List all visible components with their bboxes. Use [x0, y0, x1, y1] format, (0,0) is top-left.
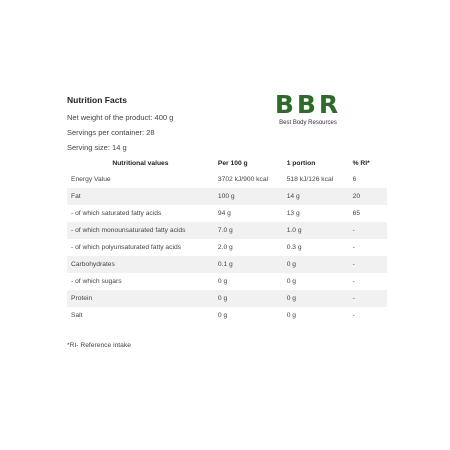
nutrient-name: - of which polyunsaturated fatty acids	[71, 244, 182, 251]
portion-value: 518 kJ/126 kcal	[286, 176, 334, 183]
portion-value: 13 g	[286, 210, 300, 217]
ri-value: 20	[349, 188, 387, 205]
per-100g-value: 7.0 g	[214, 222, 283, 239]
ri-value: -	[352, 312, 355, 319]
ri-value: 6	[352, 176, 357, 183]
serving-size-text: Serving size: 14 g	[67, 143, 127, 152]
table-row	[67, 307, 387, 324]
per-100g-value: 0 g	[217, 278, 228, 285]
table-row	[67, 239, 387, 256]
portion-value: 0 g	[283, 290, 349, 307]
logo-tagline: Best Body Resources	[279, 120, 337, 126]
header-per-100g: Per 100 g	[217, 159, 248, 167]
ri-value: -	[352, 244, 355, 251]
per-100g-value: 0 g	[214, 290, 283, 307]
portion-value: 1.0 g	[283, 222, 349, 239]
per-100g-value: 0.1 g	[214, 256, 283, 273]
portion-value: 0 g	[283, 256, 349, 273]
nutrient-name: Energy Value	[71, 176, 111, 183]
per-100g-value: 100 g	[214, 188, 283, 205]
portion-value: 0.3 g	[286, 244, 302, 251]
per-100g-value: 2.0 g	[217, 244, 233, 251]
nutrition-title: Nutrition Facts	[67, 95, 127, 105]
per-100g-value: 94 g	[217, 210, 231, 217]
table-row	[67, 256, 387, 273]
nutrition-table	[67, 155, 387, 324]
per-100g-value: 0 g	[217, 312, 228, 319]
portion-value: 14 g	[283, 188, 349, 205]
brand-logo	[268, 92, 348, 126]
ri-value: -	[349, 290, 387, 307]
nutrient-name: Carbohydrates	[67, 256, 214, 273]
header-percent-ri: % RI*	[352, 159, 370, 167]
net-weight-text: Net weight of the product: 400 g	[67, 113, 174, 122]
nutrient-name: - of which saturated fatty acids	[71, 210, 162, 217]
table-row	[67, 171, 387, 188]
per-100g-value: 3702 kJ/900 kcal	[217, 176, 269, 183]
nutrient-name: - of which sugars	[71, 278, 122, 285]
header-1-portion: 1 portion	[286, 159, 316, 167]
table-row	[67, 273, 387, 290]
ri-value: -	[352, 278, 355, 285]
nutrient-name: - of which monounsaturated fatty acids	[67, 222, 214, 239]
table-row	[67, 188, 387, 205]
ri-value: -	[349, 222, 387, 239]
header-nutritional-values: Nutritional values	[112, 159, 169, 167]
servings-text: Servings per container: 28	[67, 128, 155, 137]
table-header-row	[67, 155, 387, 171]
table-row	[67, 222, 387, 239]
nutrient-name: Protein	[67, 290, 214, 307]
table-row	[67, 205, 387, 222]
nutrient-name: Salt	[71, 312, 83, 319]
ri-value: -	[349, 256, 387, 273]
footnote: *RI- Reference intake	[67, 342, 131, 349]
table-row	[67, 290, 387, 307]
portion-value: 0 g	[286, 278, 296, 285]
portion-value: 0 g	[286, 312, 296, 319]
ri-value: 65	[352, 210, 361, 217]
nutrient-name: Fat	[67, 188, 214, 205]
logo-mark: BBR	[274, 90, 342, 119]
